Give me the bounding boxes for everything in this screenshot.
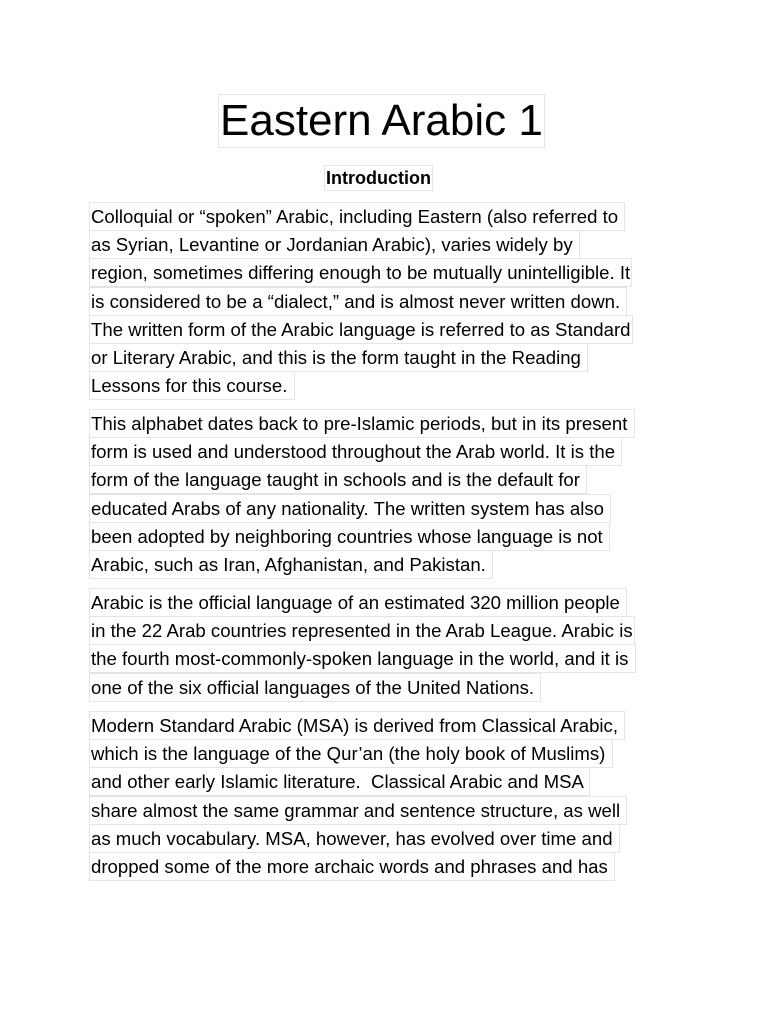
text-line: is considered to be a “dialect,” and is almost never written down. [90, 288, 626, 315]
text-line: which is the language of the Qur’an (the holy book of Muslims) [90, 740, 612, 767]
text-line: or Literary Arabic, and this is the form taught in the Reading [90, 344, 587, 371]
paragraph [90, 410, 690, 579]
text-line: This alphabet dates back to pre-Islamic periods, but in its present [90, 410, 634, 437]
text-line: Lessons for this course. [90, 372, 294, 399]
text-line: region, sometimes differing enough to be mutually unintelligible. It [90, 259, 631, 286]
text-line: dropped some of the more archaic words and phrases and has [90, 853, 614, 880]
paragraph [90, 712, 690, 881]
text-line: Modern Standard Arabic (MSA) is derived from Classical Arabic, [90, 712, 624, 739]
text-line: Arabic, such as Iran, Afghanistan, and Pakistan. [90, 551, 492, 578]
text-line: one of the six official languages of the United Nations. [90, 674, 540, 701]
text-line: in the 22 Arab countries represented in the Arab League. Arabic is [90, 617, 634, 644]
text-line: as Syrian, Levantine or Jordanian Arabic), varies widely by [90, 231, 579, 258]
text-line: been adopted by neighboring countries whose language is not [90, 523, 609, 550]
document-title: Eastern Arabic 1 [220, 96, 543, 145]
paragraph [90, 589, 690, 702]
text-line: and other early Islamic literature. Classical Arabic and MSA [90, 768, 589, 795]
paragraph [90, 203, 690, 400]
text-line: Colloquial or “spoken” Arabic, including Eastern (also referred to [90, 203, 624, 230]
text-line: the fourth most-commonly-spoken language in the world, and it is [90, 645, 635, 672]
text-line: form is used and understood throughout the Arab world. It is the [90, 438, 621, 465]
text-line: share almost the same grammar and sentence structure, as well [90, 797, 626, 824]
text-line: as much vocabulary. MSA, however, has evolved over time and [90, 825, 619, 852]
text-line: educated Arabs of any nationality. The written system has also [90, 495, 610, 522]
section-heading: Introduction [326, 168, 431, 188]
text-line: Arabic is the official language of an estimated 320 million people [90, 589, 626, 616]
text-line: The written form of the Arabic language is referred to as Standard [90, 316, 632, 343]
text-line: form of the language taught in schools and is the default for [90, 466, 586, 493]
